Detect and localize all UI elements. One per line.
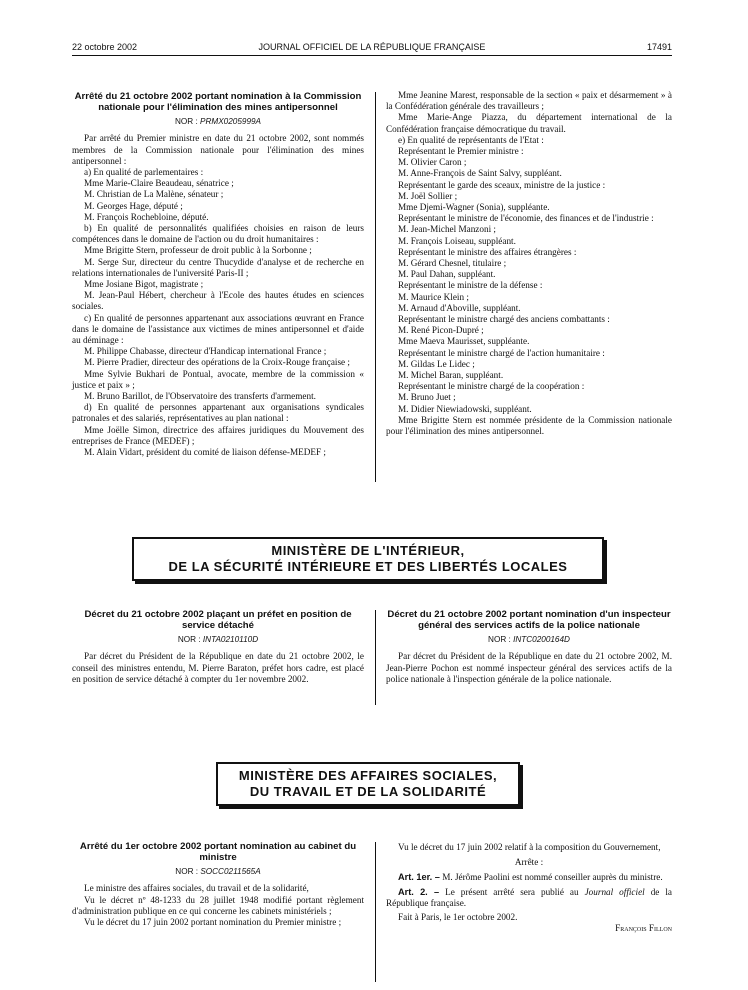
ministry-interior-line1: MINISTÈRE DE L'INTÉRIEUR, [271,543,465,558]
paragraph: M. Georges Hage, député ; [84,200,183,211]
paragraph: Représentant le Premier ministre : [398,146,524,157]
paragraph: M. Alain Vidart, président du comité de liaison défense-MEDEF ; [84,447,326,458]
paragraph: Mme Maeva Maurisset, suppléante. [398,336,530,347]
paragraph: M. Jean-Paul Hébert, chercheur à l'Ecole des hautes études en sciences sociales. [72,290,364,312]
paragraph: M. Maurice Klein ; [398,291,469,302]
section-3-text: Par décret du Président de la République en date du 21 octobre 2002, M. Jean-Pierre Pochon est nommé inspecteur général des services actifs de la police nationale à l'inspection générale de la police nationale. [386,651,672,684]
paragraph: Vu le décret du 17 juin 2002 portant nomination du Premier ministre ; [84,917,342,927]
column-divider [375,92,376,482]
section-1-nor: NOR : PRMX0205999A [174,117,262,127]
paragraph: Par arrêté du Premier ministre en date du 21 octobre 2002, sont nommés membres de la Commission nationale pour l'élimination des mines antipersonnel : [72,133,364,166]
paragraph: Mme Joëlle Simon, directrice des affaires juridiques du Mouvement des entreprises de France (MEDEF) ; [72,424,364,446]
section-4-title: Arrêté du 1er octobre 2002 portant nomination au cabinet du ministre [79,841,357,863]
section-4-signature: François Fillon [615,923,672,934]
journal-title: JOURNAL OFFICIEL DE LA RÉPUBLIQUE FRANÇAISE [258,42,486,52]
section-4-fait: Fait à Paris, le 1er octobre 2002. [398,912,518,923]
section-3-title: Décret du 21 octobre 2002 portant nomination d'un inspecteur général des services actifs de la police nationale [387,609,671,631]
paragraph: Mme Brigitte Stern, professeur de droit public à la Sorbonne ; [84,245,312,256]
paragraph: Représentant le ministre de l'économie, des finances et de l'industrie : [398,213,654,224]
paragraph: M. François Rochebloine, député. [84,211,209,222]
paragraph: b) En qualité de personnalités qualifiées choisies en raison de leurs compétences dans le domaine de l'action ou du droit humanitaires : [72,223,364,245]
paragraph: Mme Jeanine Marest, responsable de la section « paix et désarmement » à la Confédération générale des travailleurs ; [386,90,672,112]
paragraph: c) En qualité de personnes appartenant aux associations œuvrant en France dans le domaine de l'assistance aux victimes de mines antipersonnel et d'aide au déminage : [72,312,364,346]
ministry-social-line1: MINISTÈRE DES AFFAIRES SOCIALES, [238,768,498,783]
paragraph: Le ministre des affaires sociales, du travail et de la solidarité, [84,883,309,894]
paragraph: M. Serge Sur, directeur du centre Thucydide d'analyse et de recherche en relations internationales de l'université Paris-II ; [72,256,364,278]
section-4-vu: Vu le décret du 17 juin 2002 relatif à la composition du Gouvernement, [398,842,661,852]
paragraph: Représentant le ministre chargé de l'action humanitaire : [398,347,605,358]
ministry-social-line2: DU TRAVAIL ET DE LA SOLIDARITÉ [249,784,487,799]
paragraph: M. Philippe Chabasse, directeur d'Handicap international France ; [84,346,327,357]
section-4-left-body [72,883,364,928]
paragraph: M. Bruno Juet ; [398,392,456,403]
paragraph: M. Arnaud d'Aboville, suppléant. [398,302,521,313]
section-2-nor: NOR : INTA0210110D [177,635,259,645]
paragraph: Représentant le ministre de la défense : [398,280,543,291]
paragraph: M. Jean-Michel Manzoni ; [398,224,496,235]
header-rule [72,55,672,56]
paragraph: M. Michel Baran, suppléant. [398,370,504,381]
section-4-left [72,842,364,928]
paragraph: M. Pierre Pradier, directeur des opérations de la Croix-Rouge française ; [84,357,350,368]
paragraph: Vu le décret nº 48-1233 du 28 juillet 1948 modifié portant règlement d'administration publique en ce qui concerne les cabinets ministériels ; [72,894,364,916]
paragraph: M. Gérard Chesnel, titulaire ; [398,258,507,269]
paragraph: M. Bruno Barillot, de l'Observatoire des transferts d'armement. [84,391,316,402]
column-divider-3 [375,842,376,982]
section-2 [72,610,364,685]
paragraph: M. Paul Dahan, suppléant. [398,269,496,280]
paragraph: Représentant le ministre des affaires étrangères : [398,246,577,257]
section-3-nor: NOR : INTC0200164D [488,635,570,645]
section-1-title: Arrêté du 21 octobre 2002 portant nomination à la Commission nationale pour l'élimination des mines antipersonnel [74,91,362,113]
section-4-right [386,842,672,934]
paragraph: M. Joël Sollier ; [398,190,458,201]
column-divider-2 [375,610,376,705]
paragraph: M. Gildas Le Lidec ; [398,358,475,369]
ministry-interior-line2: DE LA SÉCURITÉ INTÉRIEURE ET DES LIBERTÉS LOCALES [168,559,568,574]
section-4-arrete: Arrête : [514,857,544,868]
paragraph: Représentant le ministre chargé des anciens combattants : [398,314,610,325]
paragraph: M. René Picon-Dupré ; [398,325,484,336]
section-4-article-2: Art. 2. – Le présent arrêté sera publié au Journal officiel de la République française. [386,886,672,908]
paragraph: d) En qualité de personnes appartenant aux organisations syndicales patronales et des salariés, représentatives au plan national : [72,402,364,424]
section-4-nor: NOR : SOCC0211565A [175,867,261,877]
section-1-left [72,92,364,458]
paragraph: M. Christian de La Malène, sénateur ; [84,189,224,200]
paragraph: Mme Marie-Ange Piazza, du département international de la Confédération française démocratique du travail. [386,112,672,134]
paragraph: M. François Loiseau, suppléant. [398,235,516,246]
section-2-title: Décret du 21 octobre 2002 plaçant un préfet en position de service détaché [84,609,352,631]
section-4-article-1: Art. 1er. – M. Jérôme Paolini est nommé conseiller auprès du ministre. [398,872,663,883]
header-date: 22 octobre 2002 [72,42,138,52]
paragraph: Mme Djemi-Wagner (Sonia), suppléante. [398,202,550,213]
section-2-text: Par décret du Président de la République en date du 21 octobre 2002, le conseil des ministres entendu, M. Pierre Baraton, préfet hors cadre, est placé en position de service détaché à compter du 1er novembre 2002. [72,651,364,684]
paragraph: M. Didier Niewiadowski, suppléant. [398,403,532,414]
paragraph: Mme Josiane Bigot, magistrate ; [84,279,204,290]
paragraph: Représentant le garde des sceaux, ministre de la justice : [398,179,606,190]
ministry-social-banner [216,762,520,806]
section-1-left-body [72,133,364,458]
paragraph: a) En qualité de parlementaires : [84,167,204,177]
paragraph: e) En qualité de représentants de l'Etat : [398,134,544,145]
paragraph: Représentant le ministre chargé de la coopération : [398,381,585,392]
paragraph: M. Anne-François de Saint Salvy, suppléant. [398,168,562,179]
section-1-right [386,90,672,437]
paragraph: M. Olivier Caron ; [398,157,467,168]
page-number: 17491 [646,42,672,52]
paragraph: Mme Brigitte Stern est nommée présidente de la Commission nationale pour l'élimination des mines antipersonnel. [386,414,672,437]
paragraph: Mme Sylvie Bukhari de Pontual, avocate, membre de la commission « justice et paix » ; [72,368,364,390]
section-3 [386,610,672,685]
section-1-right-body [386,90,672,437]
ministry-interior-banner [132,537,604,581]
paragraph: Mme Marie-Claire Beaudeau, sénatrice ; [84,178,234,189]
